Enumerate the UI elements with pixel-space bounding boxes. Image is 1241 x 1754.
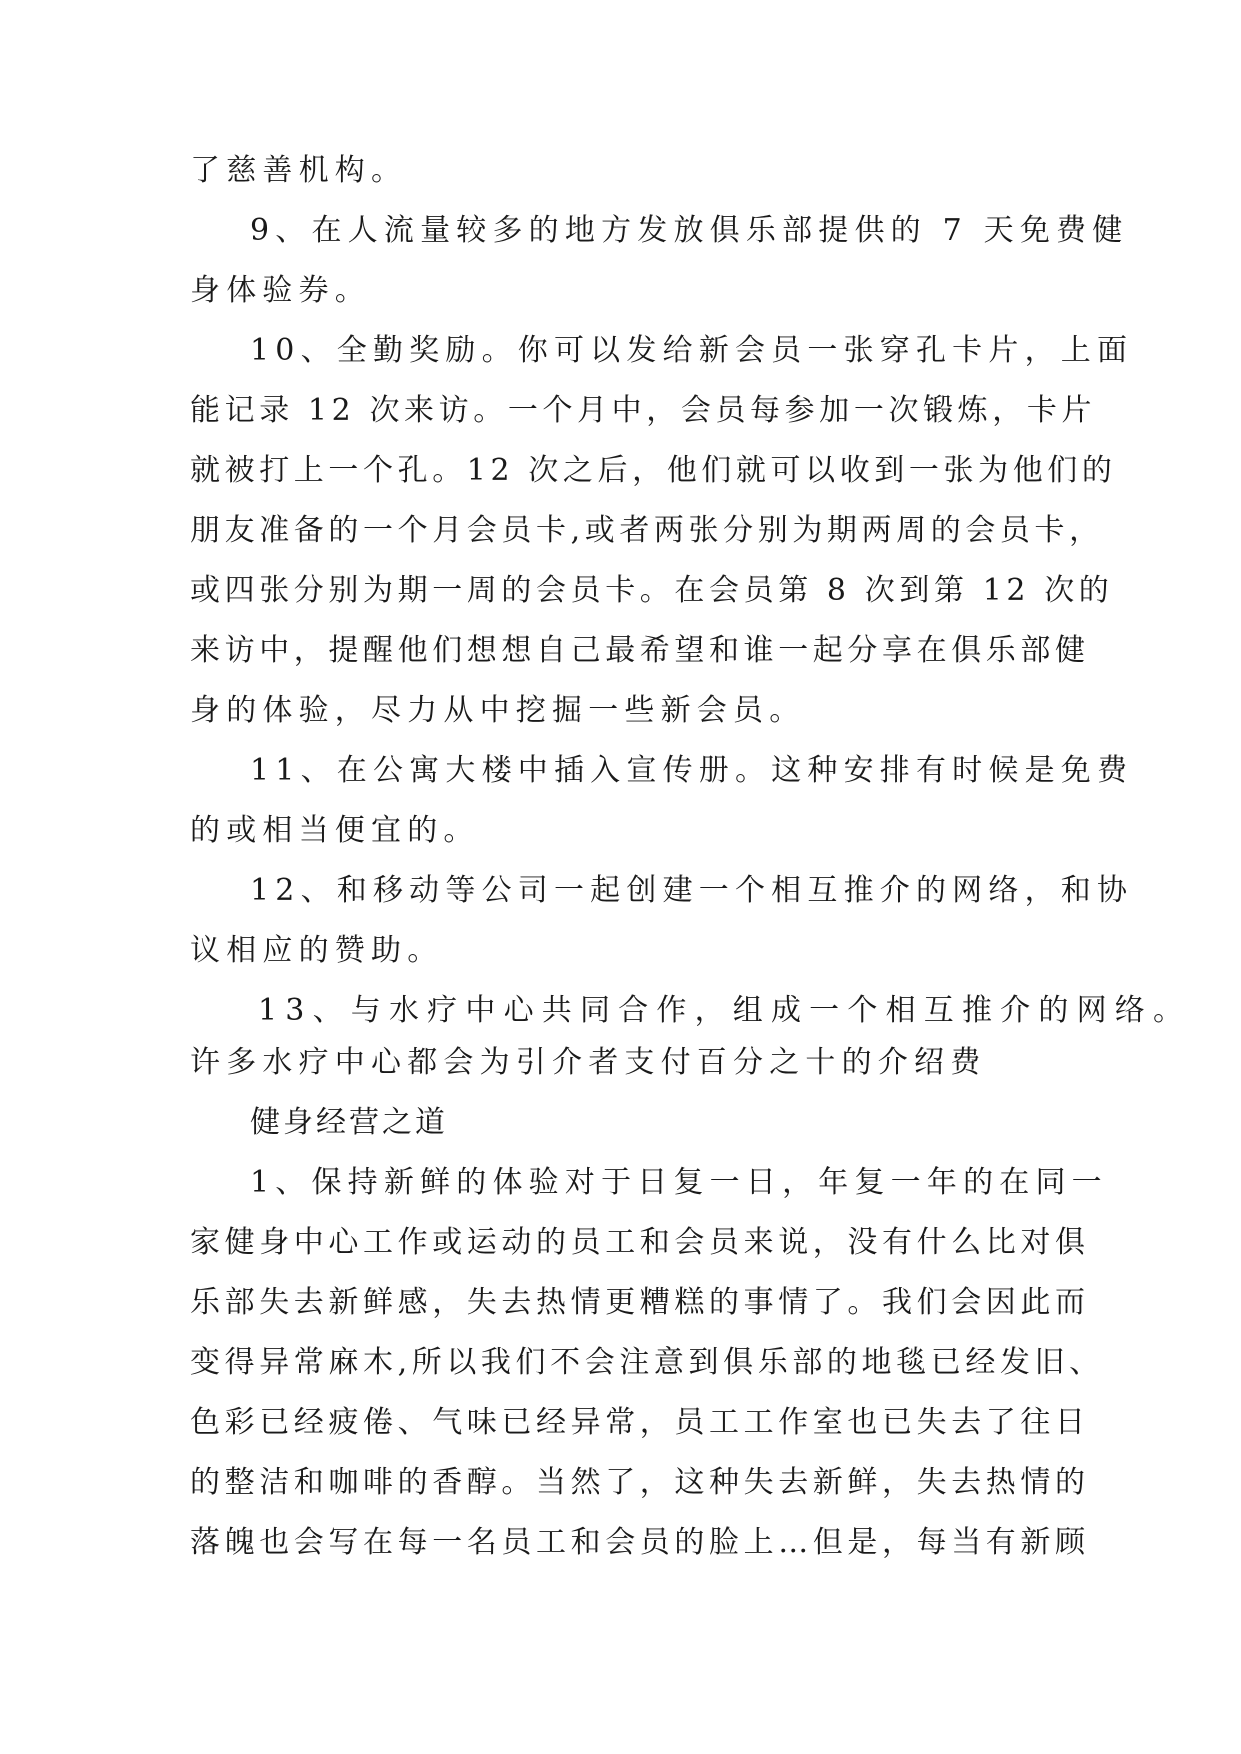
text-line: 朋友准备的一个月会员卡,或者两张分别为期两周的会员卡， <box>190 513 1104 548</box>
section-heading: 健身经营之道 <box>250 1105 448 1140</box>
text-line: 落魄也会写在每一名员工和会员的脸上…但是，每当有新顾 <box>190 1525 1090 1560</box>
text-line: 12、和移动等公司一起创建一个相互推介的网络，和协 <box>250 873 1134 908</box>
text-line: 13、与水疗中心共同合作，组成一个相互推介的网络。 <box>258 993 1192 1028</box>
text-line: 家健身中心工作或运动的员工和会员来说，没有什么比对俱 <box>190 1225 1090 1260</box>
text-line: 的或相当便宜的。 <box>190 813 480 848</box>
text-line: 乐部失去新鲜感，失去热情更糟糕的事情了。我们会因此而 <box>190 1285 1090 1320</box>
text-line: 11、在公寓大楼中插入宣传册。这种安排有时候是免费 <box>250 753 1134 788</box>
text-line: 1、保持新鲜的体验对于日复一日，年复一年的在同一 <box>250 1165 1108 1200</box>
text-line: 了慈善机构。 <box>190 153 408 188</box>
text-line: 10、全勤奖励。你可以发给新会员一张穿孔卡片，上面 <box>250 333 1134 368</box>
text-line: 身体验券。 <box>190 273 371 308</box>
text-line: 身的体验，尽力从中挖掘一些新会员。 <box>190 693 806 728</box>
text-line: 变得异常麻木,所以我们不会注意到俱乐部的地毯已经发旧、 <box>190 1345 1104 1380</box>
text-line: 或四张分别为期一周的会员卡。在会员第 8 次到第 12 次的 <box>190 573 1114 608</box>
text-line: 的整洁和咖啡的香醇。当然了，这种失去新鲜，失去热情的 <box>190 1465 1090 1500</box>
text-line: 议相应的赞助。 <box>190 933 444 968</box>
text-line: 来访中，提醒他们想想自己最希望和谁一起分享在俱乐部健 <box>190 633 1090 668</box>
text-line: 能记录 12 次来访。一个月中，会员每参加一次锻炼，卡片 <box>190 393 1097 428</box>
text-line: 9、在人流量较多的地方发放俱乐部提供的 7 天免费健 <box>250 213 1129 248</box>
text-line: 许多水疗中心都会为引介者支付百分之十的介绍费 <box>190 1045 987 1080</box>
text-line: 就被打上一个孔。12 次之后，他们就可以收到一张为他们的 <box>190 453 1117 488</box>
text-line: 色彩已经疲倦、气味已经异常，员工工作室也已失去了往日 <box>190 1405 1090 1440</box>
